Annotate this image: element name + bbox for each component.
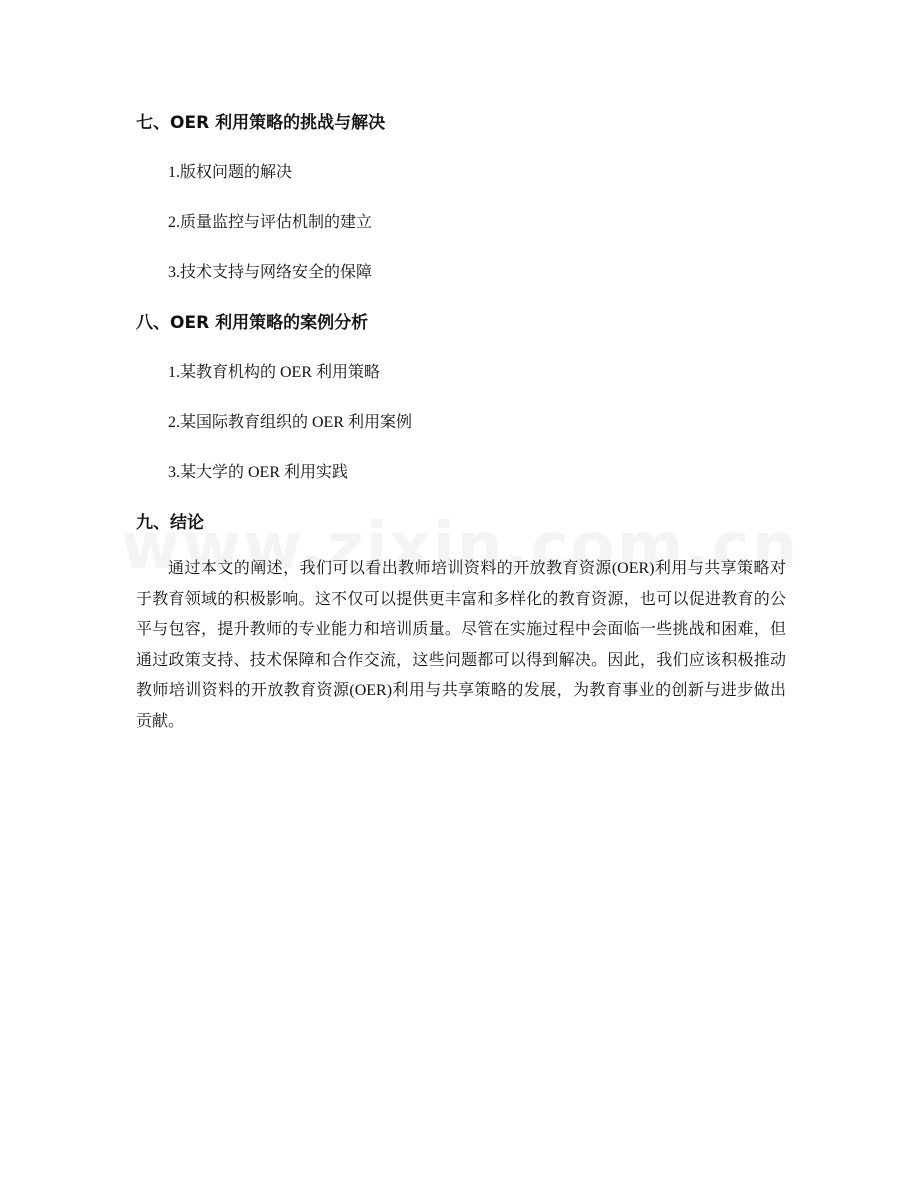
document-body [136,108,786,737]
list-item: 2.质量监控与评估机制的建立 [168,214,373,231]
list-item: 2.某国际教育组织的 OER 利用案例 [168,414,413,431]
list-item: 3.某大学的 OER 利用实践 [168,464,349,481]
section-heading-8: 八、OER 利用策略的案例分析 [136,313,369,333]
section-heading-7: 七、OER 利用策略的挑战与解决 [136,113,386,133]
section-heading-9: 九、结论 [136,513,204,533]
conclusion-paragraph: 通过本文的阐述，我们可以看出教师培训资料的开放教育资源(OER)利用与共享策略对于教育领域的积极影响。这不仅可以提供更丰富和多样化的教育资源，也可以促进教育的公平与包容，提升教师的专业能力和培训质量。尽管在实施过程中会面临一些挑战和困难，但通过政策支持、技术保障和合作交流，这些问题都可以得到解决。因此，我们应该积极推动教师培训资料的开放教育资源(OER)利用与共享策略的发展，为教育事业的创新与进步做出贡献。 [136,560,786,730]
list-item: 3.技术支持与网络安全的保障 [168,264,373,281]
list-item: 1.某教育机构的 OER 利用策略 [168,364,381,381]
list-item: 1.版权问题的解决 [168,164,293,181]
